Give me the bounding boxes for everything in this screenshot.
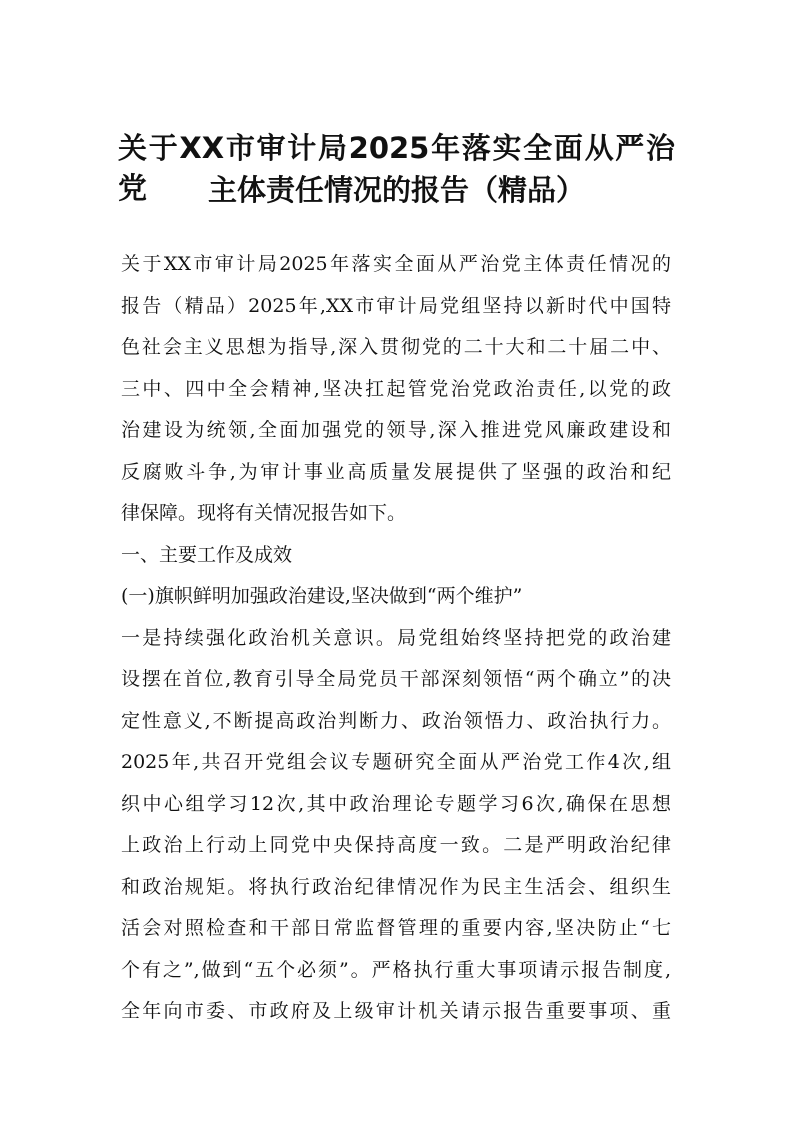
section-heading: 一、主要工作及成效 [121, 543, 293, 566]
paragraph-line: 活会对照检查和干部日常监督管理的重要内容,坚决防止“七 [121, 917, 671, 939]
paragraph-line: 个有之”,做到“五个必须”。严格执行重大事项请示报告制度, [121, 958, 671, 981]
document-title-line-2: 主体责任情况的报告（精品） [207, 173, 585, 207]
intro-line: 律保障。现将有关情况报告如下。 [121, 502, 407, 524]
paragraph-line: 织中心组学习12次,其中政治理论专题学习6次,确保在思想 [121, 792, 671, 815]
paragraph-line: 定性意义,不断提高政治判断力、政治领悟力、政治执行力。 [121, 709, 671, 732]
intro-line: 反腐败斗争,为审计事业高质量发展提供了坚强的政治和纪 [121, 460, 671, 483]
paragraph-line: 上政治上行动上同党中央保持高度一致。二是严明政治纪律 [121, 834, 671, 856]
paragraph-line: 和政治规矩。将执行政治纪律情况作为民主生活会、组织生 [121, 875, 671, 898]
intro-line: 三中、四中全会精神,坚决扛起管党治党政治责任,以党的政 [121, 377, 671, 400]
intro-line: 治建设为统领,全面加强党的领导,深入推进党风廉政建设和 [121, 419, 671, 441]
paragraph-line: 设摆在首位,教育引导全局党员干部深刻领悟“两个确立”的决 [121, 668, 671, 690]
subsection-heading: (一)旗帜鲜明加强政治建设,坚决做到“两个维护” [121, 585, 523, 607]
intro-line: 关于XX市审计局2025年落实全面从严治党主体责任情况的 [121, 253, 671, 275]
paragraph-line: 全年向市委、市政府及上级审计机关请示报告重要事项、重 [121, 1000, 671, 1022]
document-body [121, 244, 671, 1033]
intro-line: 报告（精品）2025年,XX市审计局党组坚持以新时代中国特 [121, 294, 671, 317]
paragraph-line: 一是持续强化政治机关意识。局党组始终坚持把党的政治建 [121, 626, 671, 649]
intro-line: 色社会主义思想为指导,深入贯彻党的二十大和二十届二中、 [121, 336, 671, 358]
paragraph-line: 2025年,共召开党组会议专题研究全面从严治党工作4次,组 [121, 751, 671, 773]
document-title-line-1: 关于XX市审计局2025年落实全面从严治党 [118, 131, 675, 205]
